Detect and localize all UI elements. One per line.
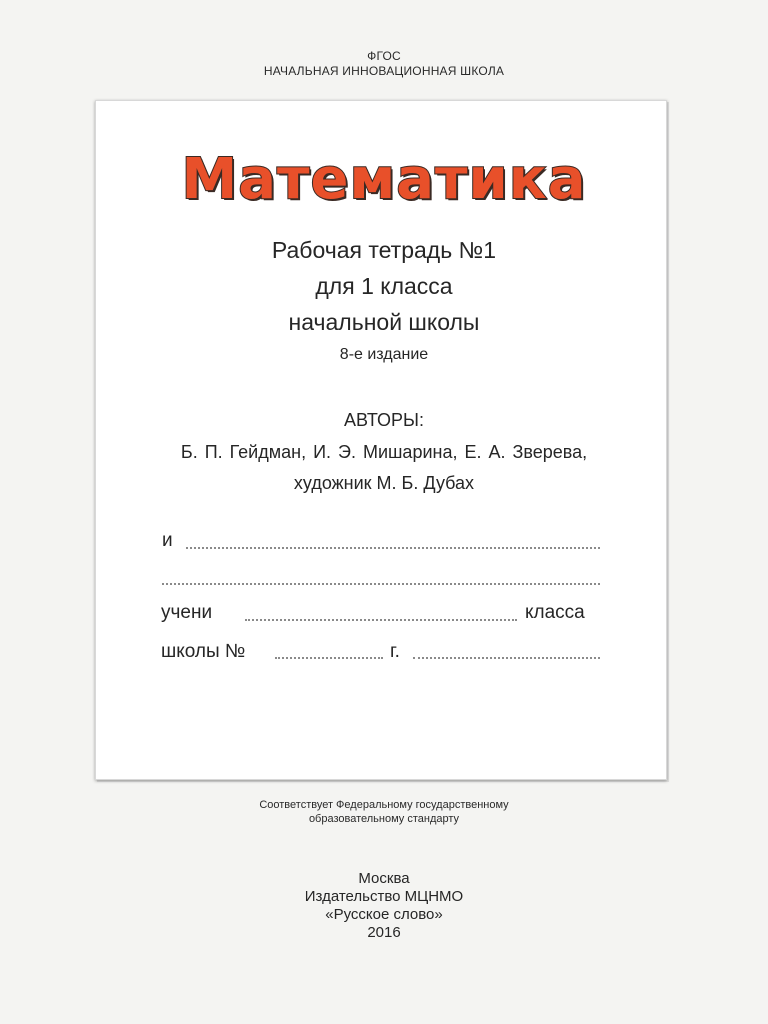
owner-prefix: и [162,530,173,551]
city-label: г. [390,641,400,662]
standard-note-line-1: Соответствует Федеральному государственному [259,799,509,811]
illustrator-credit: художник М. Б. Дубах [293,473,475,493]
owner-name-line-2[interactable] [162,583,600,585]
series-header [0,49,768,79]
standard-note-line-2: образовательному стандарту [308,813,460,825]
publisher-name: Издательство МЦНМО [304,888,464,905]
publisher-city: Москва [358,870,410,887]
school-number-line[interactable] [275,657,383,659]
publisher-imprint: «Русское слово» [325,906,443,923]
standard-label: ФГОС [367,49,401,63]
authors-list: Б. П. Гейдман, И. Э. Мишарина, Е. А. Зверева, [180,442,588,462]
authors-heading: АВТОРЫ: [344,410,424,430]
publication-year: 2016 [367,924,401,941]
school-label: школы № [161,641,246,662]
city-line[interactable] [413,657,600,659]
owner-name-line-1[interactable] [186,547,600,549]
student-label: учени [161,602,213,623]
standard-note [0,798,768,826]
school-level-label: начальной школы [288,309,480,335]
book-title: Математика [181,147,587,212]
edition-label: 8-е издание [339,346,429,363]
workbook-number: Рабочая тетрадь №1 [271,237,497,263]
grade-label: для 1 класса [315,273,453,299]
class-line[interactable] [245,619,517,621]
class-label: класса [525,602,585,623]
series-name: НАЧАЛЬНАЯ ИННОВАЦИОННАЯ ШКОЛА [263,64,505,78]
publisher-block [0,870,768,942]
